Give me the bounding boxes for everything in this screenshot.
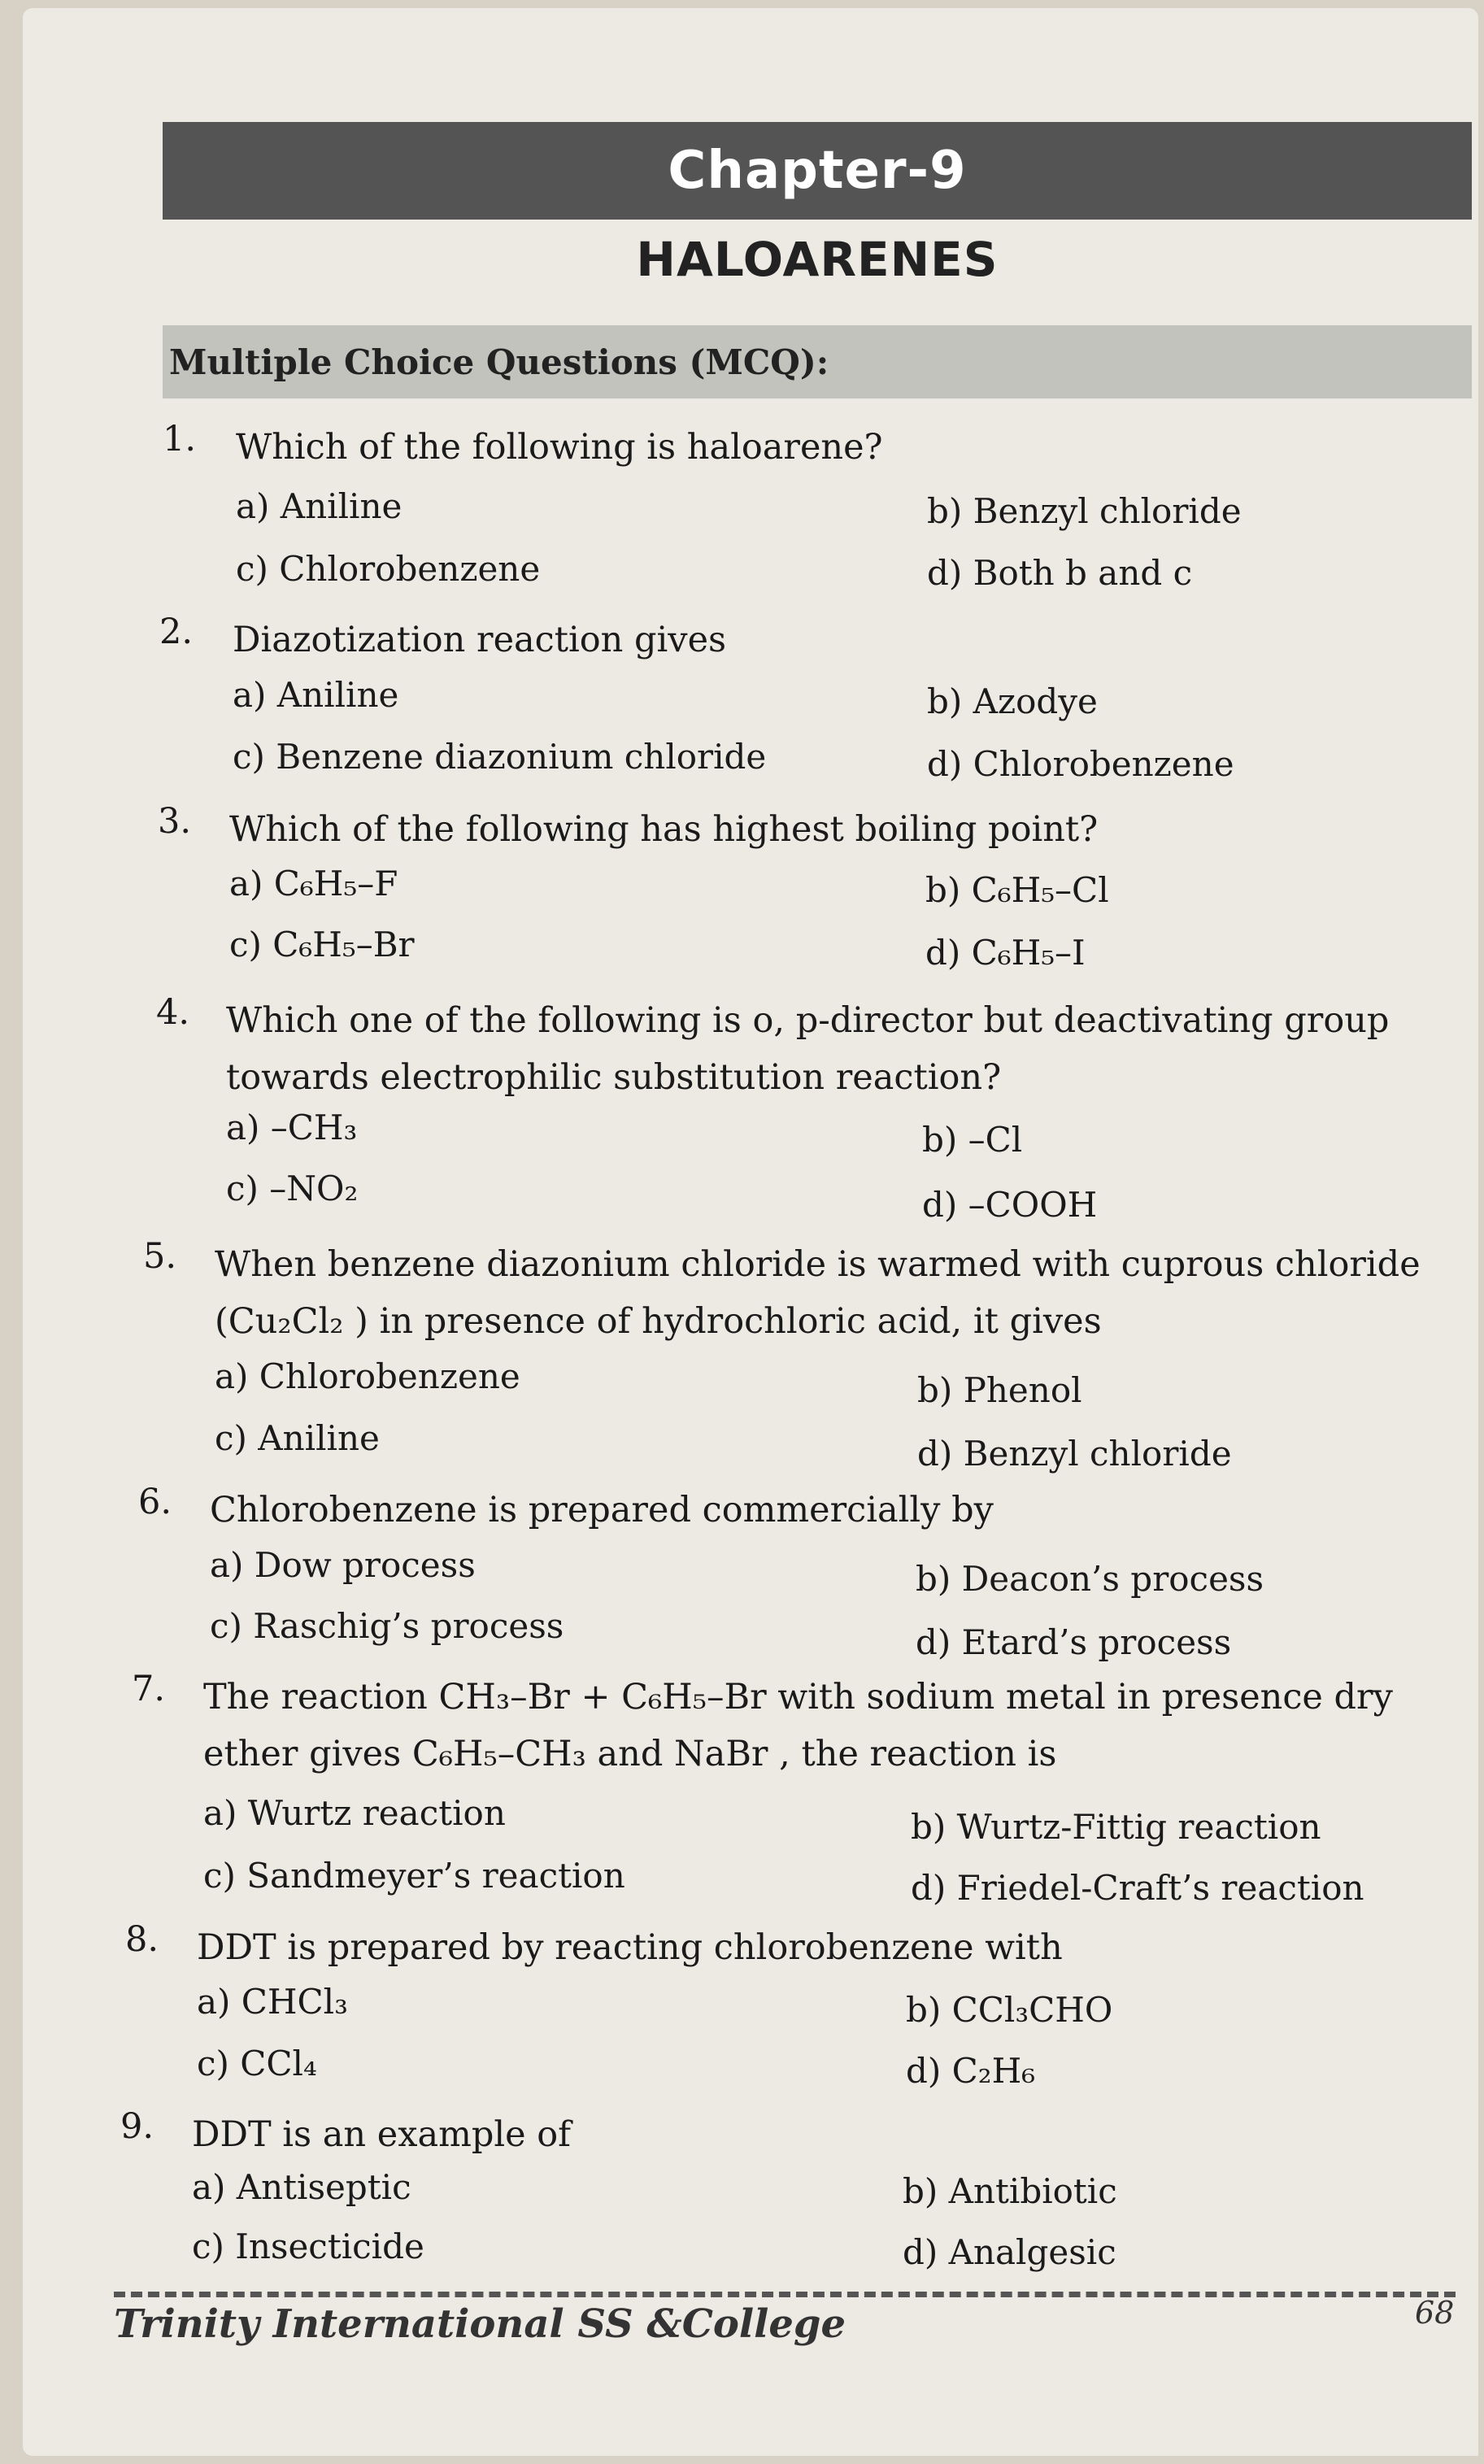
page-number: 68 xyxy=(1415,2295,1455,2331)
question-number: 4. xyxy=(156,992,190,1033)
option-d: d) –COOH xyxy=(922,1185,1098,1225)
question-number: 9. xyxy=(120,2106,154,2147)
footer-divider xyxy=(114,2292,1456,2297)
question-text: When benzene diazonium chloride is warmed with cuprous chloride (Cu₂Cl₂ ) in presence of hydrochloric acid, it gives xyxy=(215,1244,1421,1342)
option-b: b) Deacon’s process xyxy=(916,1559,1264,1599)
option-d: d) C₂H₆ xyxy=(906,2051,1036,2091)
question-text: The reaction CH₃–Br + C₆H₅–Br with sodium metal in presence dry ether gives C₆H₅–CH₃ and NaBr , the reaction is xyxy=(203,1677,1393,1774)
question-text: DDT is prepared by reacting chlorobenzene with xyxy=(197,1927,1063,1968)
question-text: DDT is an example of xyxy=(192,2114,572,2155)
option-b: b) Azodye xyxy=(927,681,1098,721)
option-c: c) C₆H₅–Br xyxy=(229,925,415,964)
option-c: c) Benzene diazonium chloride xyxy=(233,737,767,777)
option-b: b) Phenol xyxy=(917,1370,1082,1410)
option-c: c) Aniline xyxy=(215,1418,380,1458)
option-d: d) Friedel-Craft’s reaction xyxy=(911,1868,1364,1908)
option-c: c) CCl₄ xyxy=(197,2044,317,2083)
option-c: c) Raschig’s process xyxy=(210,1606,564,1646)
chapter-banner xyxy=(163,122,1472,220)
chapter-title: Chapter-9 xyxy=(668,141,967,201)
option-b: b) C₆H₅–Cl xyxy=(925,870,1109,910)
question-number: 1. xyxy=(163,419,197,459)
section-title: Multiple Choice Questions (MCQ): xyxy=(169,342,829,382)
option-b: b) Wurtz-Fittig reaction xyxy=(911,1807,1321,1847)
option-a: a) Wurtz reaction xyxy=(203,1793,506,1833)
option-a: a) Aniline xyxy=(233,675,399,715)
option-c: c) Chlorobenzene xyxy=(236,549,541,589)
option-a: a) Dow process xyxy=(210,1545,476,1585)
question-number: 5. xyxy=(143,1236,177,1277)
footer-school-name: Trinity International SS &College xyxy=(114,2301,846,2347)
option-b: b) CCl₃CHO xyxy=(906,1990,1113,2030)
option-b: b) Antibiotic xyxy=(903,2171,1117,2211)
option-b: b) Benzyl chloride xyxy=(927,491,1242,531)
option-a: a) CHCl₃ xyxy=(197,1982,348,2022)
question-number: 6. xyxy=(138,1482,172,1522)
question-text: Which of the following is haloarene? xyxy=(236,427,883,468)
option-a: a) Aniline xyxy=(236,486,403,526)
option-d: d) Benzyl chloride xyxy=(917,1434,1232,1474)
question-number: 2. xyxy=(159,612,194,652)
question-text: Which of the following has highest boiling point? xyxy=(229,809,1099,850)
question-text: Diazotization reaction gives xyxy=(233,620,727,660)
question-text: Chlorobenzene is prepared commercially by xyxy=(210,1490,994,1530)
section-banner xyxy=(163,325,1472,398)
option-a: a) C₆H₅–F xyxy=(229,864,398,903)
option-a: a) Chlorobenzene xyxy=(215,1356,520,1396)
option-d: d) Analgesic xyxy=(903,2232,1116,2272)
option-d: d) C₆H₅–I xyxy=(925,933,1086,973)
option-c: c) Sandmeyer’s reaction xyxy=(203,1856,625,1896)
option-d: d) Etard’s process xyxy=(916,1622,1232,1662)
question-text: Which one of the following is o, p-director but deactivating group towards electrophilic substitution reaction? xyxy=(226,1000,1390,1098)
option-a: a) Antiseptic xyxy=(192,2167,411,2207)
option-d: d) Chlorobenzene xyxy=(927,744,1234,784)
option-c: c) Insecticide xyxy=(192,2227,424,2266)
question-number: 3. xyxy=(158,801,192,842)
option-b: b) –Cl xyxy=(922,1120,1023,1160)
option-d: d) Both b and c xyxy=(927,553,1193,593)
option-c: c) –NO₂ xyxy=(226,1169,359,1208)
chapter-subtitle: HALOARENES xyxy=(636,232,999,287)
option-a: a) –CH₃ xyxy=(226,1108,358,1147)
question-number: 8. xyxy=(125,1919,159,1960)
question-number: 7. xyxy=(132,1669,166,1709)
